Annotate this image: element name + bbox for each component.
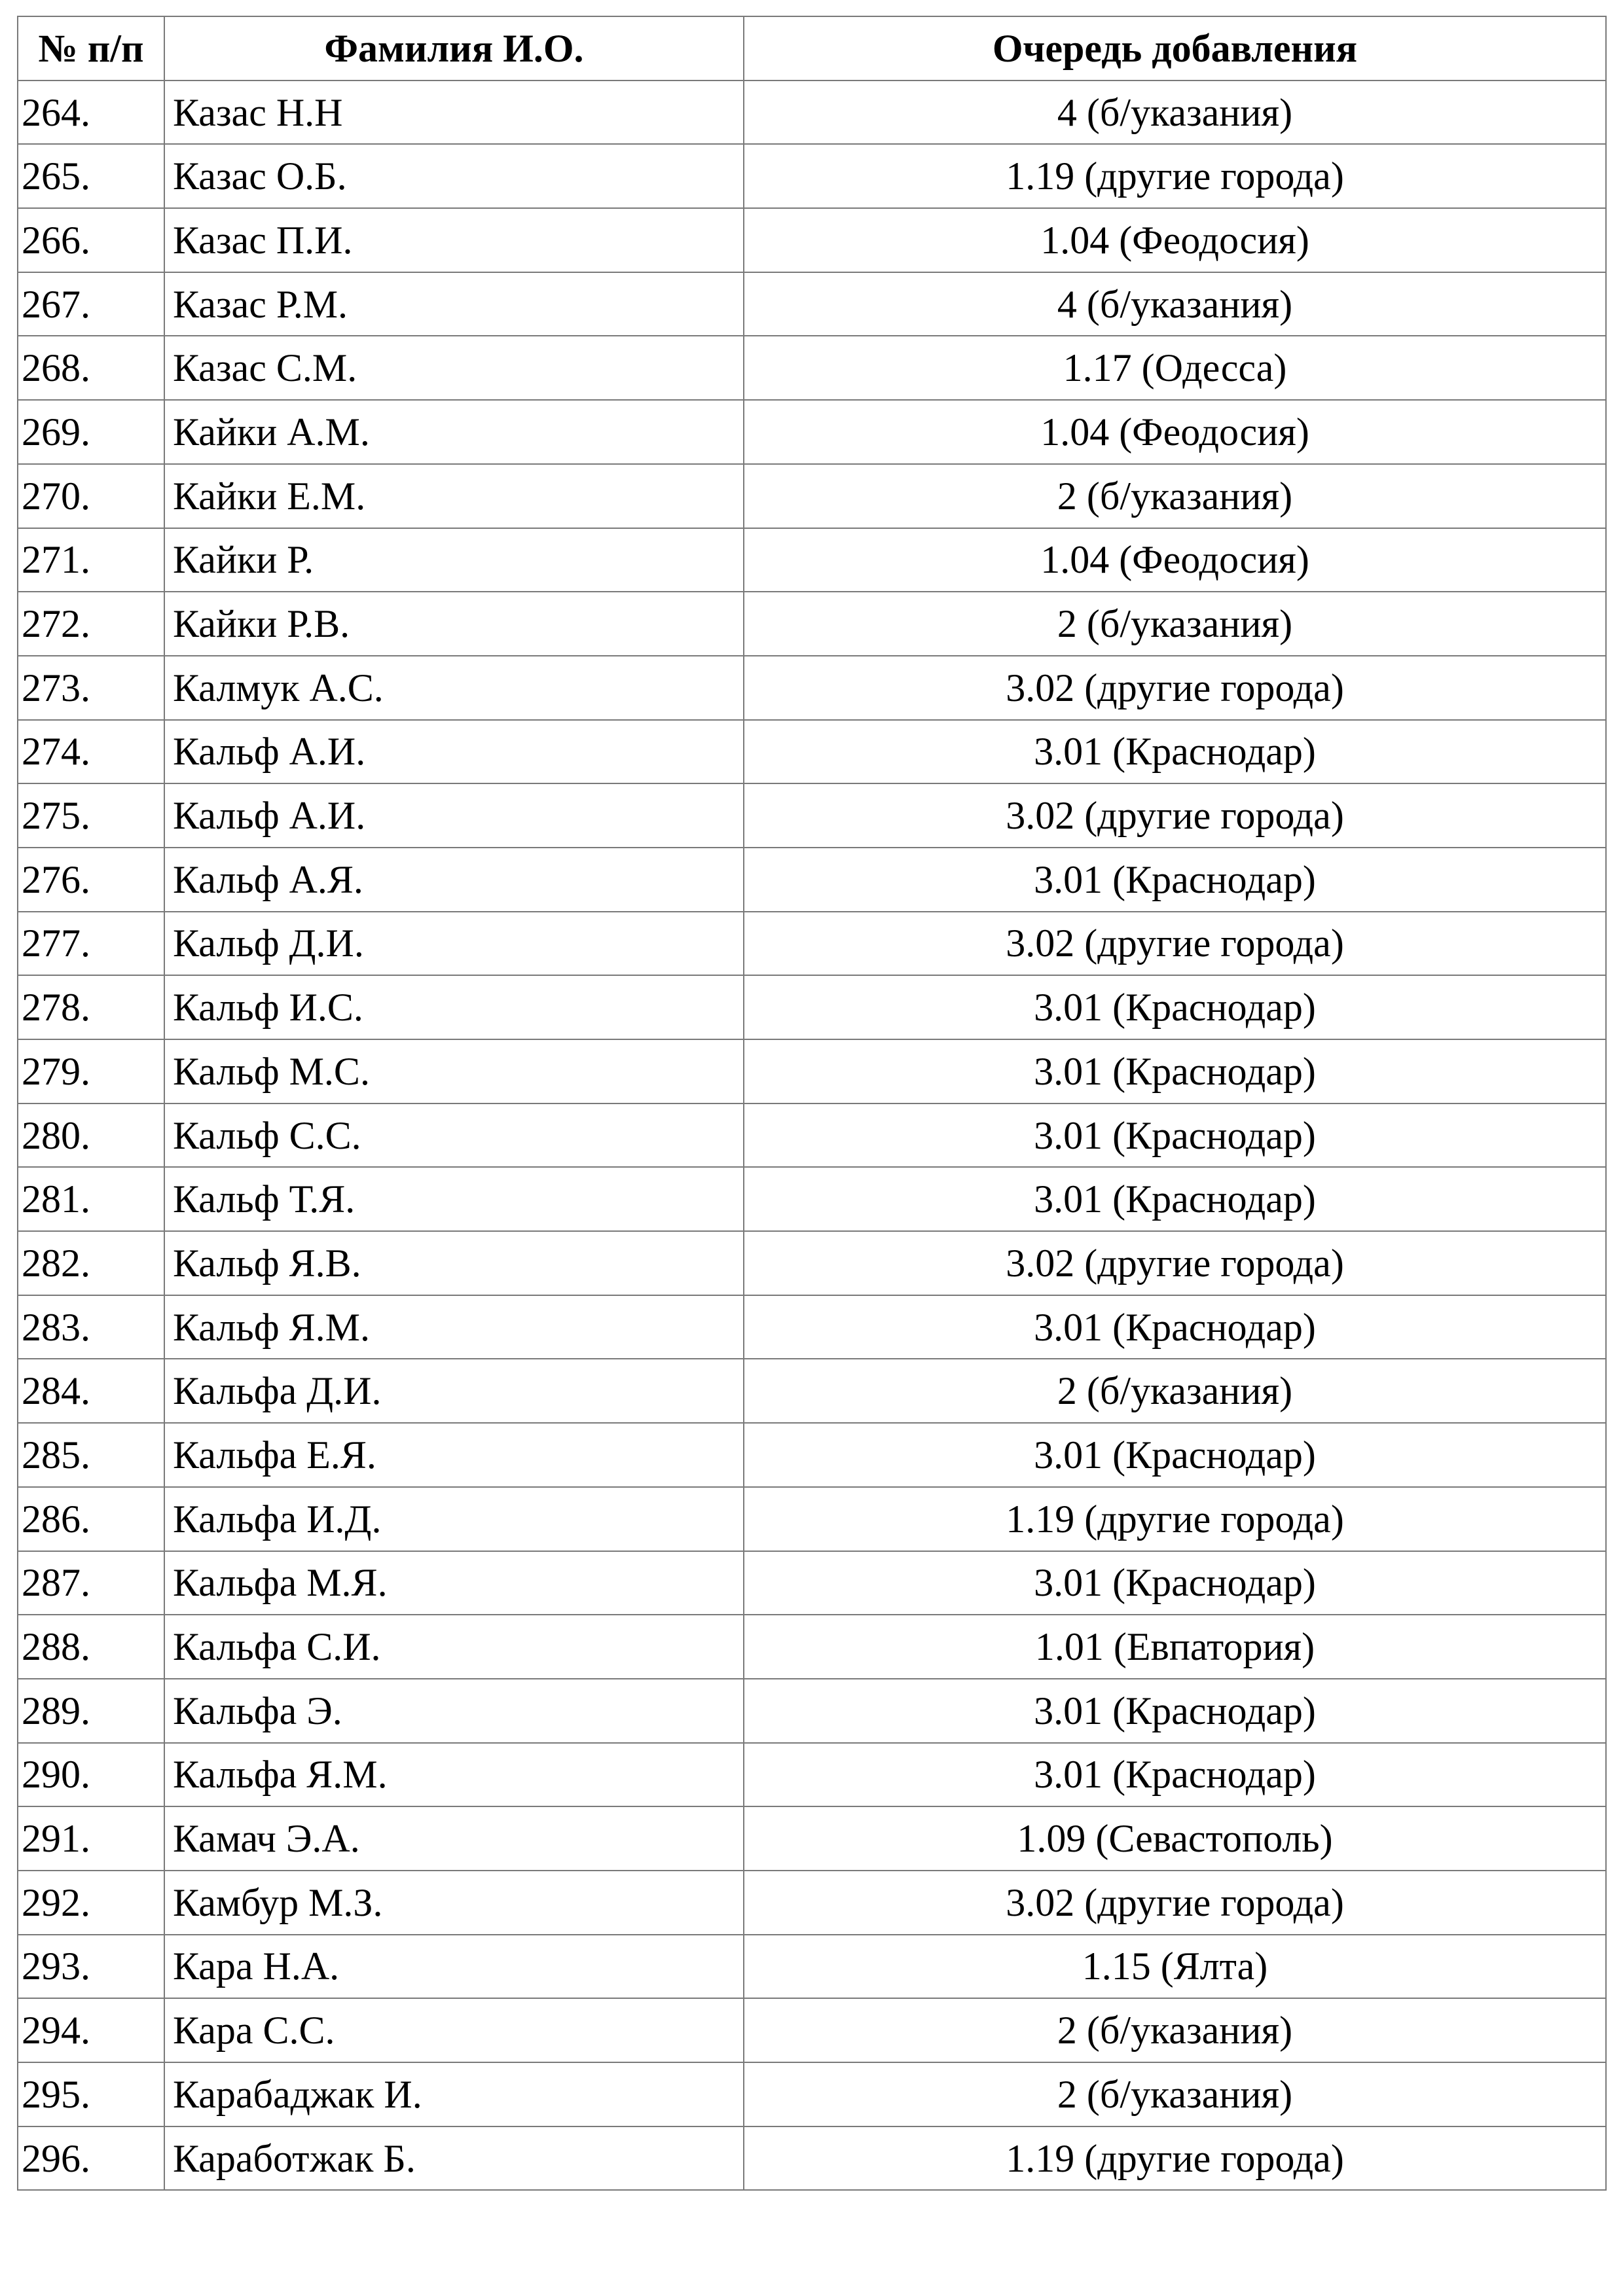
row-name: Кальфа С.И.: [164, 1615, 744, 1679]
table-row: [18, 656, 1606, 720]
table-body: [18, 81, 1606, 2191]
row-queue: 1.09 (Севастополь): [744, 1806, 1606, 1871]
row-name: Кальф И.С.: [164, 975, 744, 1039]
table-row: [18, 975, 1606, 1039]
table-row: [18, 1039, 1606, 1103]
table-row: [18, 1935, 1606, 1999]
row-name: Карабаджак И.: [164, 2062, 744, 2126]
row-name: Кальф М.С.: [164, 1039, 744, 1103]
row-name: Кальф А.Я.: [164, 848, 744, 912]
table-row: [18, 720, 1606, 784]
row-queue: 4 (б/указания): [744, 81, 1606, 145]
row-queue: 3.01 (Краснодар): [744, 1743, 1606, 1807]
row-number: 283.: [18, 1295, 164, 1359]
table-row: [18, 783, 1606, 848]
row-number: 290.: [18, 1743, 164, 1807]
row-number: 270.: [18, 464, 164, 528]
table-row: [18, 272, 1606, 336]
row-queue: 3.02 (другие города): [744, 1871, 1606, 1935]
row-name: Кальфа Е.Я.: [164, 1423, 744, 1487]
table-row: [18, 592, 1606, 656]
table-row: [18, 528, 1606, 592]
row-number: 287.: [18, 1551, 164, 1615]
row-number: 269.: [18, 400, 164, 464]
row-queue: 3.02 (другие города): [744, 656, 1606, 720]
row-name: Казас Р.М.: [164, 272, 744, 336]
row-number: 264.: [18, 81, 164, 145]
row-queue: 1.04 (Феодосия): [744, 400, 1606, 464]
table-row: [18, 1231, 1606, 1295]
row-number: 296.: [18, 2126, 164, 2191]
table-row: [18, 400, 1606, 464]
table-row: [18, 912, 1606, 976]
table-row: [18, 1167, 1606, 1231]
row-queue: 3.02 (другие города): [744, 1231, 1606, 1295]
row-name: Кайки Р.В.: [164, 592, 744, 656]
row-number: 277.: [18, 912, 164, 976]
row-number: 272.: [18, 592, 164, 656]
row-name: Кальф С.С.: [164, 1103, 744, 1168]
row-queue: 2 (б/указания): [744, 464, 1606, 528]
row-name: Каработжак Б.: [164, 2126, 744, 2191]
row-queue: 1.01 (Евпатория): [744, 1615, 1606, 1679]
row-number: 279.: [18, 1039, 164, 1103]
header-name: Фамилия И.О.: [164, 16, 744, 81]
row-number: 276.: [18, 848, 164, 912]
row-queue: 1.19 (другие города): [744, 1487, 1606, 1551]
row-number: 267.: [18, 272, 164, 336]
table-row: [18, 1998, 1606, 2062]
row-number: 281.: [18, 1167, 164, 1231]
table-row: [18, 1103, 1606, 1168]
registry-table: [17, 16, 1607, 2191]
row-queue: 1.04 (Феодосия): [744, 528, 1606, 592]
row-number: 293.: [18, 1935, 164, 1999]
row-queue: 1.04 (Феодосия): [744, 208, 1606, 272]
table-row: [18, 1487, 1606, 1551]
row-name: Камбур М.З.: [164, 1871, 744, 1935]
table-row: [18, 144, 1606, 208]
table-row: [18, 1679, 1606, 1743]
row-number: 288.: [18, 1615, 164, 1679]
row-queue: 2 (б/указания): [744, 2062, 1606, 2126]
row-queue: 3.01 (Краснодар): [744, 848, 1606, 912]
row-number: 266.: [18, 208, 164, 272]
row-name: Казас О.Б.: [164, 144, 744, 208]
table-row: [18, 1295, 1606, 1359]
row-number: 294.: [18, 1998, 164, 2062]
row-number: 268.: [18, 336, 164, 400]
table-row: [18, 2126, 1606, 2191]
row-queue: 1.15 (Ялта): [744, 1935, 1606, 1999]
row-name: Казас Н.Н: [164, 81, 744, 145]
row-queue: 3.01 (Краснодар): [744, 1167, 1606, 1231]
row-number: 274.: [18, 720, 164, 784]
row-queue: 3.01 (Краснодар): [744, 1679, 1606, 1743]
row-name: Калмук А.С.: [164, 656, 744, 720]
row-queue: 2 (б/указания): [744, 1998, 1606, 2062]
row-queue: 3.02 (другие города): [744, 912, 1606, 976]
row-number: 286.: [18, 1487, 164, 1551]
row-name: Кальфа Я.М.: [164, 1743, 744, 1807]
row-queue: 3.01 (Краснодар): [744, 1295, 1606, 1359]
row-queue: 3.01 (Краснодар): [744, 1039, 1606, 1103]
table-row: [18, 848, 1606, 912]
row-number: 292.: [18, 1871, 164, 1935]
row-name: Кальфа Э.: [164, 1679, 744, 1743]
row-name: Кайки Е.М.: [164, 464, 744, 528]
row-name: Кальф Я.В.: [164, 1231, 744, 1295]
row-name: Кальфа Д.И.: [164, 1359, 744, 1423]
row-name: Кайки Р.: [164, 528, 744, 592]
row-name: Кара С.С.: [164, 1998, 744, 2062]
row-queue: 1.19 (другие города): [744, 2126, 1606, 2191]
row-number: 295.: [18, 2062, 164, 2126]
row-name: Камач Э.А.: [164, 1806, 744, 1871]
row-number: 278.: [18, 975, 164, 1039]
row-number: 284.: [18, 1359, 164, 1423]
table-row: [18, 1743, 1606, 1807]
row-queue: 1.17 (Одесса): [744, 336, 1606, 400]
row-queue: 1.19 (другие города): [744, 144, 1606, 208]
row-queue: 3.01 (Краснодар): [744, 1103, 1606, 1168]
row-number: 285.: [18, 1423, 164, 1487]
row-queue: 3.01 (Краснодар): [744, 1551, 1606, 1615]
row-name: Казас С.М.: [164, 336, 744, 400]
row-queue: 2 (б/указания): [744, 1359, 1606, 1423]
document-page: [17, 16, 1605, 2191]
table-row: [18, 81, 1606, 145]
table-row: [18, 464, 1606, 528]
row-name: Кальф Т.Я.: [164, 1167, 744, 1231]
row-name: Кальф А.И.: [164, 720, 744, 784]
table-row: [18, 336, 1606, 400]
table-row: [18, 2062, 1606, 2126]
table-row: [18, 208, 1606, 272]
table-row: [18, 1551, 1606, 1615]
header-queue: Очередь добавления: [744, 16, 1606, 81]
row-number: 291.: [18, 1806, 164, 1871]
table-row: [18, 1423, 1606, 1487]
row-queue: 3.02 (другие города): [744, 783, 1606, 848]
row-name: Кальф Д.И.: [164, 912, 744, 976]
table-row: [18, 1871, 1606, 1935]
header-number: № п/п: [18, 16, 164, 81]
row-number: 271.: [18, 528, 164, 592]
row-number: 289.: [18, 1679, 164, 1743]
row-queue: 3.01 (Краснодар): [744, 1423, 1606, 1487]
row-name: Кальфа М.Я.: [164, 1551, 744, 1615]
row-queue: 4 (б/указания): [744, 272, 1606, 336]
row-queue: 3.01 (Краснодар): [744, 975, 1606, 1039]
row-number: 273.: [18, 656, 164, 720]
row-name: Кальф А.И.: [164, 783, 744, 848]
table-row: [18, 1359, 1606, 1423]
table-row: [18, 1615, 1606, 1679]
row-number: 265.: [18, 144, 164, 208]
row-name: Кайки А.М.: [164, 400, 744, 464]
row-name: Казас П.И.: [164, 208, 744, 272]
row-name: Кальф Я.М.: [164, 1295, 744, 1359]
row-number: 280.: [18, 1103, 164, 1168]
table-header: [18, 16, 1606, 81]
row-queue: 2 (б/указания): [744, 592, 1606, 656]
header-row: [18, 16, 1606, 81]
row-queue: 3.01 (Краснодар): [744, 720, 1606, 784]
table-row: [18, 1806, 1606, 1871]
row-name: Кальфа И.Д.: [164, 1487, 744, 1551]
row-number: 282.: [18, 1231, 164, 1295]
row-number: 275.: [18, 783, 164, 848]
row-name: Кара Н.А.: [164, 1935, 744, 1999]
